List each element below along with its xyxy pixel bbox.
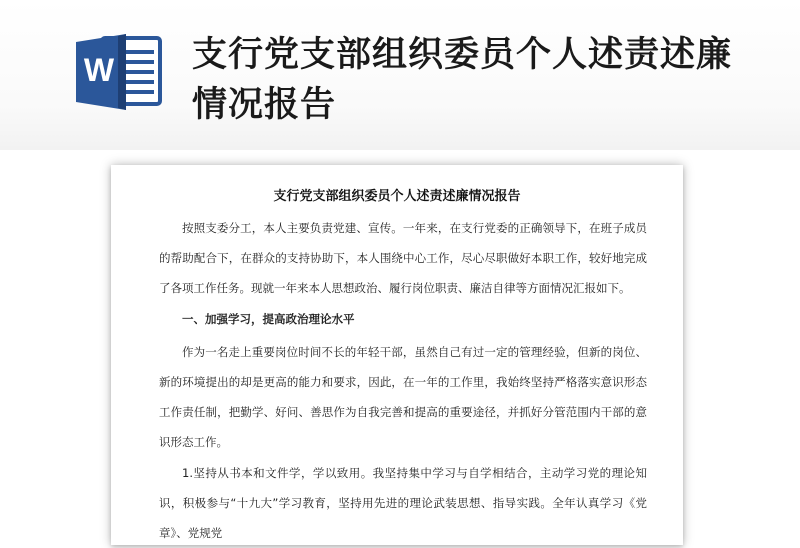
- page-title: 支行党支部组织委员个人述责述廉情况报告: [192, 35, 733, 125]
- word-icon: [72, 30, 164, 114]
- document-page: [111, 165, 683, 545]
- paragraph-item-1: 1.坚持从书本和文件学，学以致用。我坚持集中学习与自学相结合，主动学习党的理论知识，积极参与“十九大”学习教育，坚持用先进的理论武装思想、指导实践。全年认真学习《党章》、党规党: [159, 466, 647, 540]
- section-heading-1: 一、加强学习，提高政治理论水平: [182, 312, 355, 326]
- paragraph-intro: 按照支委分工，本人主要负责党建、宣传。一年来，在支行党委的正确领导下，在班子成员的帮助配合下，在群众的支持协助下，本人围绕中心工作，尽心尽职做好本职工作，较好地完成了各项工作任务。现就一年来本人思想政治、履行岗位职责、廉洁自律等方面情况汇报如下。: [159, 221, 647, 295]
- word-icon-letter: W: [83, 52, 115, 88]
- header-banner: [0, 0, 800, 150]
- paragraph-section-1: 作为一名走上重要岗位时间不长的年轻干部，虽然自己有过一定的管理经验，但新的岗位、新的环境提出的却是更高的能力和要求，因此，在一年的工作里，我始终坚持严格落实意识形态工作责任制，把勤学、好问、善思作为自我完善和提高的重要途径，并抓好分管范围内干部的意识形态工作。: [159, 345, 647, 449]
- document-title: 支行党支部组织委员个人述责述廉情况报告: [273, 189, 521, 204]
